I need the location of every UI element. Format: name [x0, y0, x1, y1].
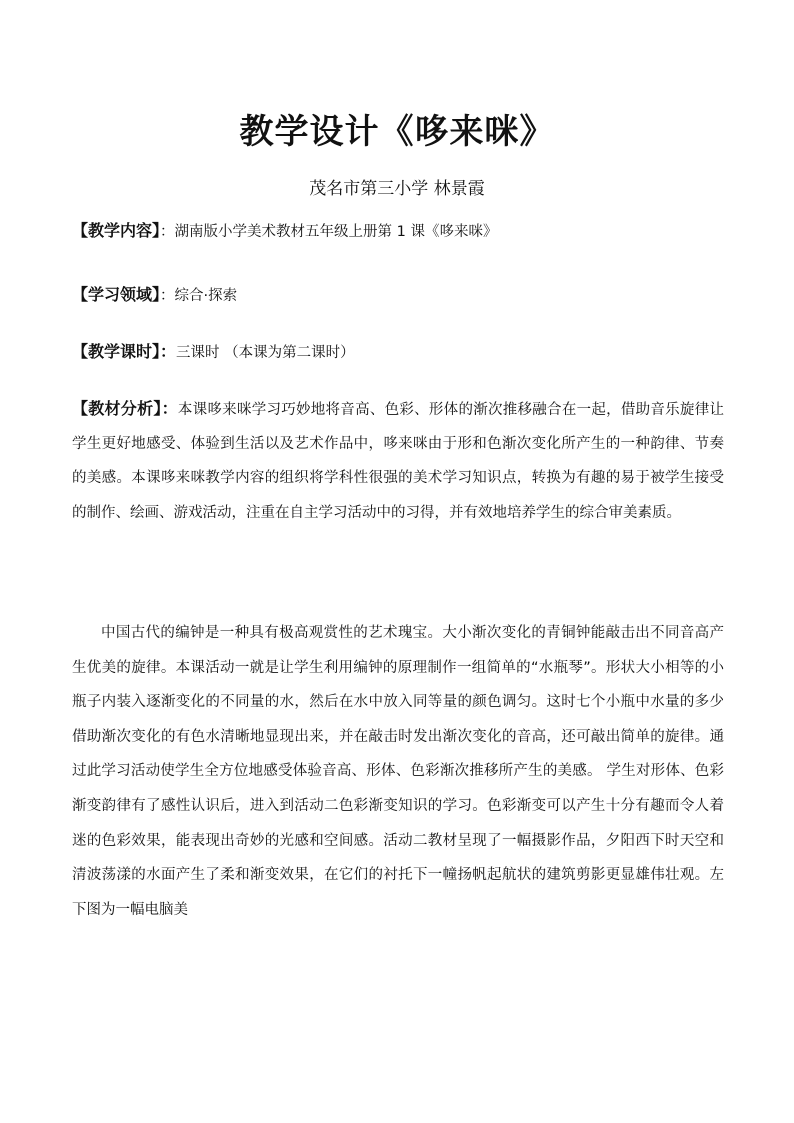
- author-line: 茂名市第三小学 林景霞: [309, 179, 485, 199]
- field-value: 三课时 （本课为第二课时）: [176, 345, 355, 361]
- analysis-text: 本课哆来咪学习巧妙地将音高、色彩、形体的渐次推移融合在一起，借助音乐旋律让学生更好地感受、体验到生活以及艺术作品中，哆来咪由于形和色渐次变化所产生的一种韵律、节奏的美感。本课哆来咪教学内容的组织将学科性很强的美术学习知识点，转换为有趣的易于被学生接受的制作、绘画、游戏活动，注重在自主学习活动中的习得，并有效地培养学生的综合审美素质。: [72, 402, 724, 521]
- analysis-label: 【教材分析】：: [72, 399, 178, 418]
- field-teaching-content: [72, 219, 732, 244]
- field-learning-domain: [72, 283, 732, 308]
- field-class-hours: [72, 340, 732, 365]
- field-label: 【教学内容】: [72, 221, 161, 240]
- field-label: 【教学课时】：: [72, 342, 177, 361]
- field-label: 【学习领域】: [72, 285, 161, 304]
- body-paragraph: 中国古代的编钟是一种具有极高观赏性的艺术瑰宝。大小渐次变化的青铜钟能敲击出不同音高产生优美的旋律。本课活动一就是让学生利用编钟的原理制作一组简单的“水瓶琴”。形状大小相等的小瓶子内装入逐渐变化的不同量的水，然后在水中放入同等量的颜色调匀。这时七个小瓶中水量的多少借助渐次变化的有色水清晰地显现出来，并在敲击时发出渐次变化的音高，还可敲出简单的旋律。通过此学习活动使学生全方位地感受体验音高、形体、色彩渐次推移所产生的美感。 学生对形体、色彩渐变韵律有了感性认识后，进入到活动二色彩渐变知识的学习。色彩渐变可以产生十分有趣而令人着迷的色彩效果，能表现出奇妙的光感和空间感。活动二教材呈现了一幅摄影作品，夕阳西下时天空和清波荡漾的水面产生了柔和渐变效果，在它们的衬托下一幢扬帆起航状的建筑剪影更显雄伟壮观。左下图为一幅电脑美: [72, 625, 724, 918]
- textbook-analysis: [72, 392, 724, 530]
- field-value: ：综合·探索: [160, 288, 238, 304]
- document-title: 教学设计《哆来咪》: [239, 112, 555, 152]
- field-value: ：湖南版小学美术教材五年级上册第 1 课《哆来咪》: [160, 224, 498, 240]
